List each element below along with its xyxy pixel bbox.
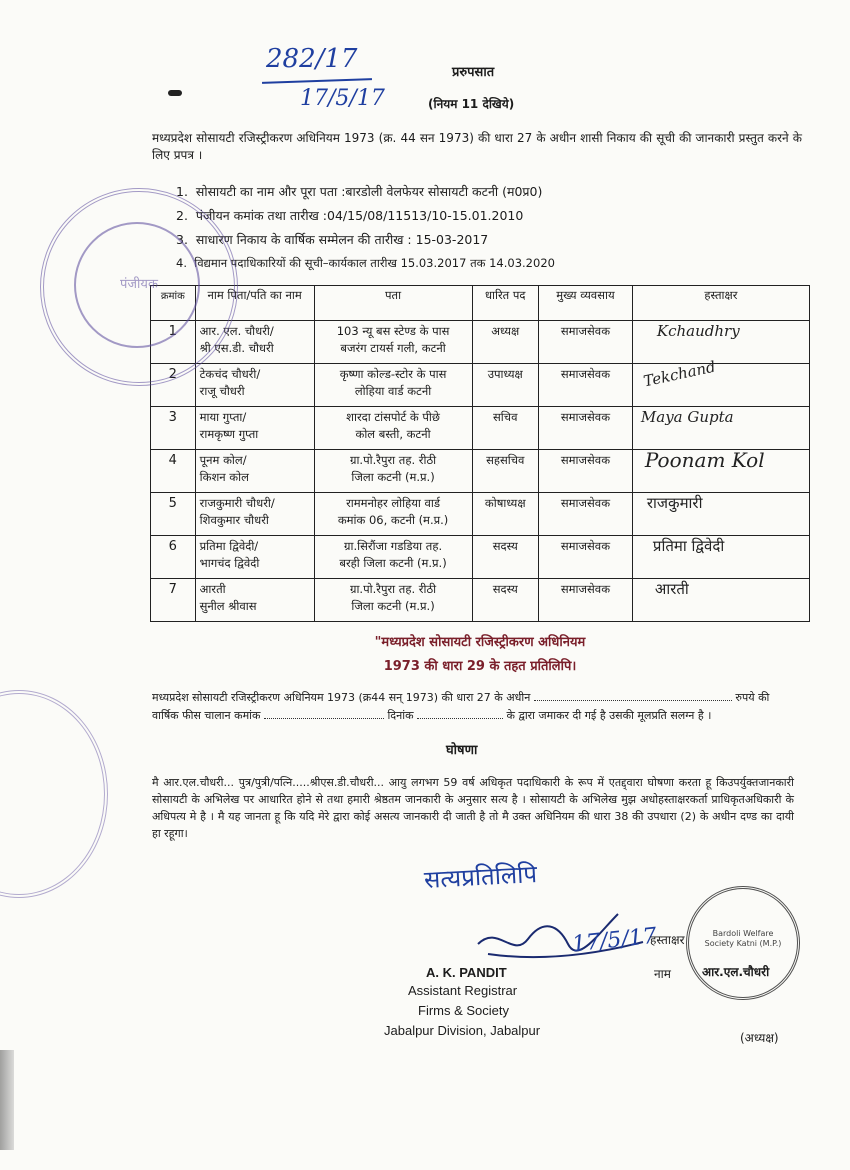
- header-sno: क्रमांक: [151, 286, 196, 321]
- cell-signature: [632, 357, 809, 407]
- signature-mark: प्रतिमा द्विवेदी: [652, 537, 725, 555]
- cell-sno: 6: [151, 536, 196, 579]
- cell-address: कृष्णा कोल्ड-स्टोर के पास लोहिया वार्ड कटनी: [314, 364, 472, 407]
- form-title: प्ररुपसात: [452, 65, 495, 80]
- officer-title: Assistant Registrar: [408, 983, 518, 998]
- reference-date: 17/5/17: [300, 86, 385, 111]
- item-2: 2. पंजीयन कमांक तथा तारीख :04/15/08/11513/10-15.01.2010: [176, 208, 524, 223]
- officer-division: Jabalpur Division, Jabalpur: [384, 1023, 541, 1038]
- cell-post: सचिव: [472, 407, 538, 450]
- signature-mark: राजकुमारी: [646, 494, 703, 512]
- cell-post: सदस्य: [472, 579, 538, 622]
- registrar-seal-bottom: [0, 690, 108, 898]
- challan-date-blank: [417, 718, 503, 719]
- fee-line-2: वार्षिक फीस चालान कमांक दिनांक के द्वारा जमाकर दी गई है उसकी मूलप्रति सलग्न है ।: [152, 709, 712, 722]
- signature-mark: Tekchand: [641, 357, 717, 391]
- cell-post: अध्यक्ष: [472, 321, 538, 364]
- challan-number-blank: [264, 718, 384, 719]
- cell-name: टेकचंद चौधरी/ राजू चौधरी: [195, 364, 314, 407]
- header-occupation: मुख्य व्यवसाय: [538, 286, 632, 321]
- cell-sno: 5: [151, 493, 196, 536]
- fee-amount-blank: [534, 700, 732, 701]
- table-row: [151, 579, 810, 622]
- cell-address: ग्रा.पो.रैपुरा तह. रीठी जिला कटनी (म.प्र.): [314, 579, 472, 622]
- cell-signature: [632, 450, 809, 493]
- cell-name: आरती सुनील श्रीवास: [195, 579, 314, 622]
- cell-post: उपाध्यक्ष: [472, 364, 538, 407]
- cell-post: सहसचिव: [472, 450, 538, 493]
- cell-occupation: समाजसेवक: [538, 321, 632, 364]
- punch-mark: [168, 90, 182, 96]
- table-row: [151, 364, 810, 407]
- fee-line-1: मध्यप्रदेश सोसायटी रजिस्ट्रीकरण अधिनियम 1973 (क्र44 सन् 1973) की धारा 27 के अधीन रुपये की: [152, 691, 770, 704]
- true-copy-handwriting: सत्यप्रतिलिपि: [423, 860, 538, 894]
- cell-sno: 2: [151, 364, 196, 407]
- item-1: 1. सोसायटी का नाम और पूरा पता :बारडोली वेलफेयर सोसायटी कटनी (म0प्र0): [176, 184, 543, 199]
- signature-mark: Maya Gupta: [640, 408, 734, 426]
- cell-address: शारदा टांसपोर्ट के पीछे कोल बस्ती, कटनी: [314, 407, 472, 450]
- cell-name: माया गुप्ता/ रामकृष्ण गुप्ता: [195, 407, 314, 450]
- cell-address: 103 न्यू बस स्टेण्ड के पास बजरंग टायर्स गली, कटनी: [314, 321, 472, 364]
- cell-post: सदस्य: [472, 536, 538, 579]
- officer-dept: Firms & Society: [418, 1003, 510, 1018]
- item-3: 3. साधारण निकाय के वार्षिक सम्मेलन की तारीख : 15-03-2017: [176, 232, 489, 247]
- cell-name: आर. एल. चौधरी/ श्री एस.डी. चौधरी: [195, 321, 314, 364]
- cell-address: राममनोहर लोहिया वार्ड कमांक 06, कटनी (म.प्र.): [314, 493, 472, 536]
- cell-post: कोषाध्यक्ष: [472, 493, 538, 536]
- table-header-row: [151, 286, 810, 321]
- name-label: नाम: [654, 967, 671, 981]
- cell-occupation: समाजसेवक: [538, 579, 632, 622]
- cell-name: पूनम कोल/ किशन कोल: [195, 450, 314, 493]
- signature-mark: Poonam Kol: [644, 448, 765, 472]
- header-signature: हस्ताक्षर: [632, 286, 809, 321]
- cell-sno: 3: [151, 407, 196, 450]
- intro-text: मध्यप्रदेश सोसायटी रजिस्ट्रीकरण अधिनियम 1973 (क्र. 44 सन 1973) की धारा 27 के अधीन शासी निकाय की सूची की जानकारी प्रस्तुत करने के लिए प्रपत्र ।: [152, 131, 802, 162]
- cell-name: प्रतिमा द्विवेदी/ भागचंद द्विवेदी: [195, 536, 314, 579]
- cell-occupation: समाजसेवक: [538, 450, 632, 493]
- cell-signature: [632, 321, 809, 364]
- table-row: [151, 536, 810, 579]
- declaration-text: मै आर.एल.चौधरी... पुत्र/पुत्री/पत्नि.....श्रीएस.डी.चौधरी... आयु लगभग 59 वर्ष अधिकृत पदाधिकारी के रूप में एतद्द्वारा घोषणा करता हू किउपर्युक्तजानकारी सोसायटी के अभिलेख पर आधारित होने से तथा हमारी श्रेष्ठतम जानकारी के अनुसार सत्य है । सोसायटी के अभिलेख मुझ अधोहस्ताक्षरकर्ता प्राधिकृतअधिकारी के अधिपत्य मे है । मै यह जानता हू कि यदि मेरे द्वारा कोई असत्य जानकारी दी जाती है तो मै उक्त अधिनियम की धारा 38 की उपधारा (2) के अधीन दण्ड का दायी हा रहूगा।: [152, 776, 794, 840]
- cell-occupation: समाजसेवक: [538, 364, 632, 407]
- cell-occupation: समाजसेवक: [538, 407, 632, 450]
- officers-table: [150, 285, 810, 622]
- cell-sno: 1: [151, 321, 196, 364]
- reference-number: 282/17: [266, 44, 358, 74]
- sign-label: हस्ताक्षर: [650, 933, 685, 947]
- table-row: [151, 450, 810, 493]
- cell-signature: [632, 407, 809, 450]
- cell-signature: [632, 493, 809, 536]
- cell-occupation: समाजसेवक: [538, 493, 632, 536]
- copy-heading-line2: 1973 की धारा 29 के तहत प्रतिलिपि।: [383, 659, 577, 674]
- header-post: धारित पद: [472, 286, 538, 321]
- table-row: [151, 407, 810, 450]
- reference-divider: [262, 78, 372, 84]
- table-row: [151, 493, 810, 536]
- copy-heading-line1: "मध्यप्रदेश सोसायटी रजिस्ट्रीकरण अधिनियम: [374, 635, 586, 650]
- cell-sno: 4: [151, 450, 196, 493]
- cell-address: ग्रा.सिरौंजा गडडिया तह. बरही जिला कटनी (म.प्र.): [314, 536, 472, 579]
- signature-mark: आरती: [654, 580, 689, 598]
- header-address: पता: [314, 286, 472, 321]
- name-value: आर.एल.चौधरी: [702, 965, 770, 979]
- cell-address: ग्रा.पो.रैपुरा तह. रीठी जिला कटनी (म.प्र.): [314, 450, 472, 493]
- item-4: 4. विद्यमान पदाधिकारियों की सूची–कार्यकाल तारीख 15.03.2017 तक 14.03.2020: [176, 256, 555, 270]
- cell-signature: [632, 536, 809, 579]
- cell-sno: 7: [151, 579, 196, 622]
- registrar-seal-top: पंजीयक: [40, 188, 238, 386]
- page-edge-shadow: [0, 1050, 14, 1150]
- cell-signature: [632, 579, 809, 622]
- society-seal: Bardoli Welfare Society Katni (M.P.): [686, 886, 800, 1000]
- signature-mark: Kchaudhry: [656, 322, 740, 340]
- cell-occupation: समाजसेवक: [538, 536, 632, 579]
- rule-reference: (नियम 11 देखिये): [428, 97, 515, 111]
- header-name: नाम पिता/पति का नाम: [195, 286, 314, 321]
- cell-name: राजकुमारी चौधरी/ शिवकुमार चौधरी: [195, 493, 314, 536]
- officer-name: A. K. PANDIT: [426, 965, 507, 980]
- declaration-title: घोषणा: [446, 743, 478, 758]
- registrar-signature-date: 17/5/17: [570, 923, 658, 958]
- role-label: (अध्यक्ष): [740, 1031, 779, 1045]
